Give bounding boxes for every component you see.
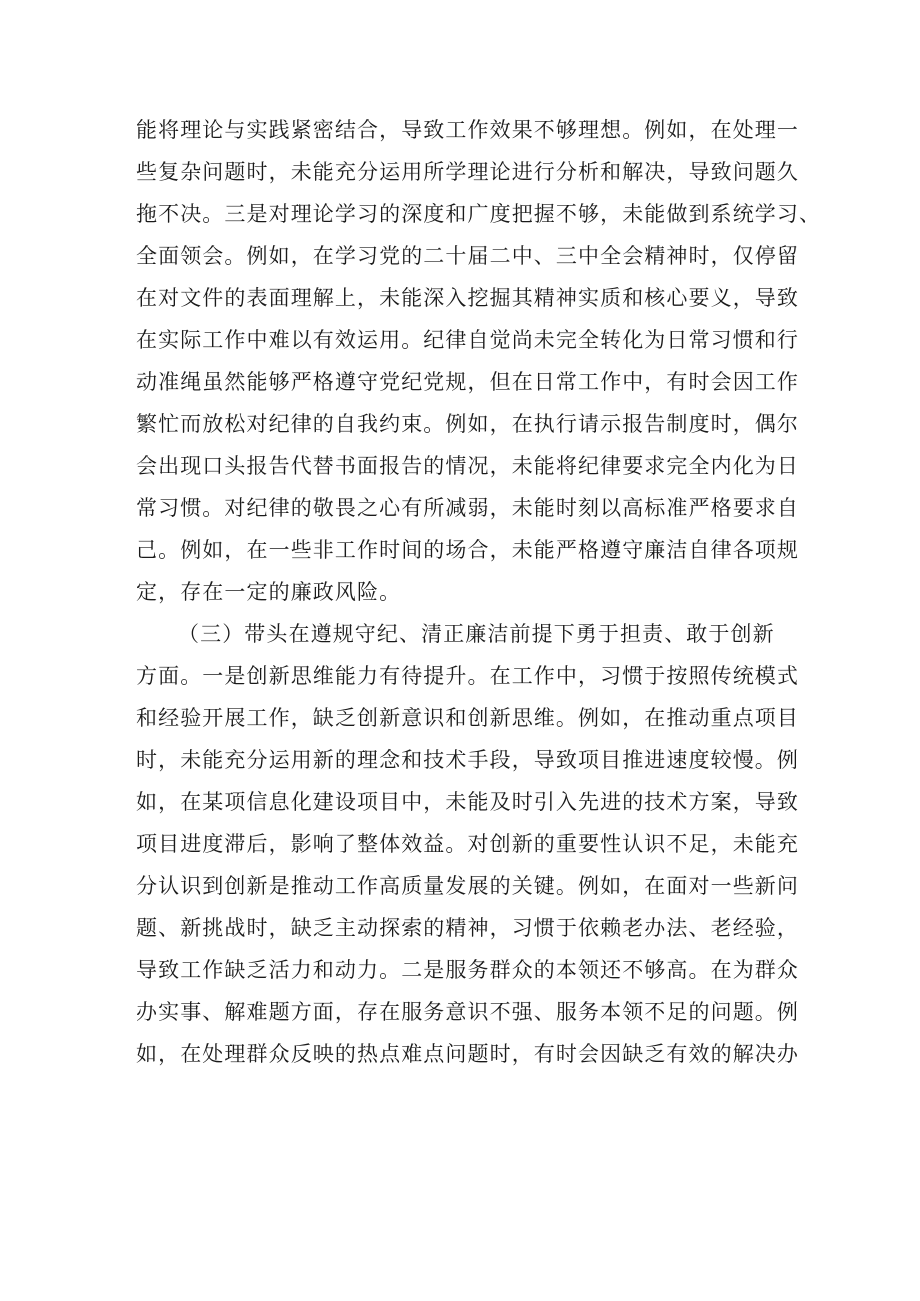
text-line: 些复杂问题时，未能充分运用所学理论进行分析和解决，导致问题久 (136, 160, 799, 184)
text-line: 如，在处理群众反映的热点难点问题时，有时会因缺乏有效的解决办 (136, 1042, 799, 1066)
text-line: 定，存在一定的廉政风险。 (136, 580, 402, 604)
text-line: 动准绳虽然能够严格遵守党纪党规，但在日常工作中，有时会因工作 (136, 370, 799, 394)
text-line: 繁忙而放松对纪律的自我约束。例如，在执行请示报告制度时，偶尔 (136, 412, 799, 436)
text-line: 办实事、解难题方面，存在服务意识不强、服务本领不足的问题。例 (136, 1000, 799, 1024)
text-line: 在对文件的表面理解上，未能深入挖掘其精神实质和核心要义，导致 (136, 286, 799, 310)
text-line: 拖不决。三是对理论学习的深度和广度把握不够，未能做到系统学习、 (136, 202, 822, 226)
text-line: 在实际工作中难以有效运用。纪律自觉尚未完全转化为日常习惯和行 (136, 328, 799, 352)
text-line: 如，在某项信息化建设项目中，未能及时引入先进的技术方案，导致 (136, 790, 799, 814)
text-line: 时，未能充分运用新的理念和技术手段，导致项目推进速度较慢。例 (136, 748, 799, 772)
text-line: 会出现口头报告代替书面报告的情况，未能将纪律要求完全内化为日 (136, 454, 799, 478)
text-line: 常习惯。对纪律的敬畏之心有所减弱，未能时刻以高标准严格要求自 (136, 496, 799, 520)
section-heading-line: （三）带头在遵规守纪、清正廉洁前提下勇于担责、敢于创新 (178, 622, 775, 646)
text-line: 题、新挑战时，缺乏主动探索的精神，习惯于依赖老办法、老经验， (136, 916, 799, 940)
text-line: 项目进度滞后，影响了整体效益。对创新的重要性认识不足，未能充 (136, 832, 799, 856)
text-line: 己。例如，在一些非工作时间的场合，未能严格遵守廉洁自律各项规 (136, 538, 799, 562)
text-line: 方面。一是创新思维能力有待提升。在工作中，习惯于按照传统模式 (136, 664, 799, 688)
text-line: 导致工作缺乏活力和动力。二是服务群众的本领还不够高。在为群众 (136, 958, 799, 982)
text-line: 分认识到创新是推动工作高质量发展的关键。例如，在面对一些新问 (136, 874, 799, 898)
text-line: 和经验开展工作，缺乏创新意识和创新思维。例如，在推动重点项目 (136, 706, 799, 730)
text-line: 能将理论与实践紧密结合，导致工作效果不够理想。例如，在处理一 (136, 118, 799, 142)
text-line: 全面领会。例如，在学习党的二十届二中、三中全会精神时，仅停留 (136, 244, 799, 268)
